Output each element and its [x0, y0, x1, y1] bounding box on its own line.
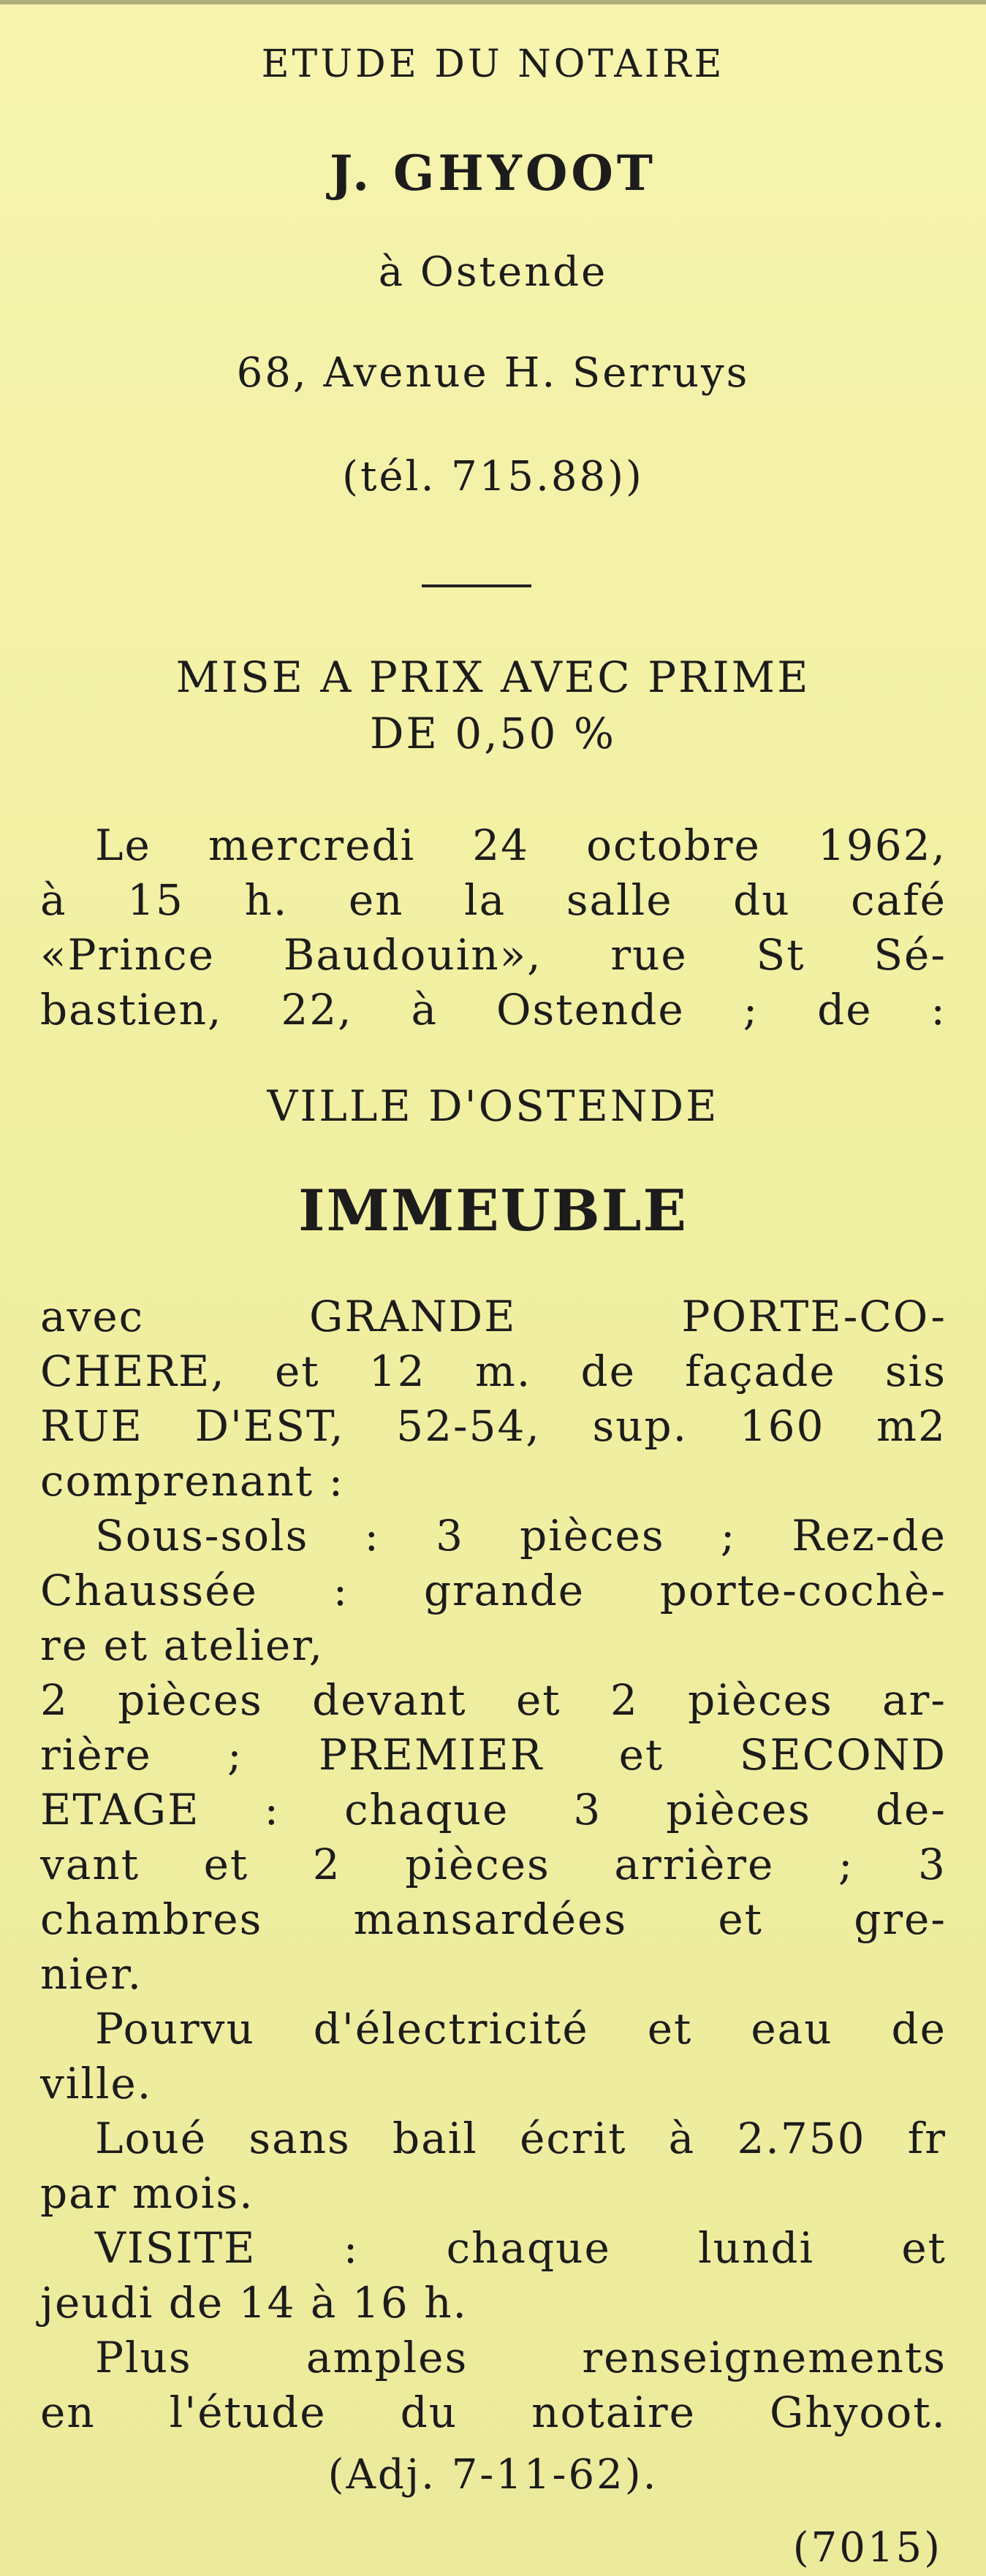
body-line [40, 1618, 947, 1673]
body-word: jeudi [40, 2278, 154, 2328]
body-word: 160 [739, 1401, 825, 1451]
sale-line [40, 928, 947, 983]
adjudication-date: (Adj. 7-11-62). [327, 2451, 659, 2499]
sale-word: la [464, 875, 507, 925]
sale-word: ; [743, 985, 759, 1034]
body-word: et [103, 1620, 149, 1670]
body-word: pièces [520, 1511, 665, 1561]
body-line [40, 1344, 947, 1399]
body-word: porte-cochè- [659, 1566, 947, 1615]
sale-line [40, 873, 947, 928]
body-word: gre- [854, 1894, 947, 1944]
body-word: Ghyoot. [769, 2388, 947, 2437]
body-word: m2 [876, 1401, 947, 1451]
body-word: de- [875, 1785, 947, 1834]
sale-word: à [40, 875, 67, 925]
body-line [40, 1783, 947, 1837]
body-word: Pourvu [95, 2004, 255, 2054]
body-word: et [647, 2004, 693, 2054]
body-word: 2.750 [737, 2114, 866, 2163]
sale-word: St [756, 930, 805, 980]
property-title: IMMEUBLE [298, 1178, 688, 1244]
body-word: m. [474, 1346, 532, 1396]
body-word: RUE [40, 1401, 143, 1451]
body-word: Loué [95, 2114, 208, 2163]
body-line [40, 2002, 947, 2057]
body-word: et [203, 1840, 249, 1889]
body-word: façade [685, 1346, 836, 1396]
body-word: 3 [436, 1511, 464, 1561]
sale-word: mercredi [208, 820, 416, 870]
body-line [40, 1892, 947, 1947]
body-word: ; [720, 1511, 737, 1561]
sale-word: 15 [127, 875, 184, 925]
body-word: amples [306, 2333, 469, 2382]
office-heading: ETUDE DU NOTAIRE [261, 42, 725, 86]
notary-address: 68, Avenue H. Serruys [236, 349, 750, 397]
body-word: 2 [312, 1840, 341, 1889]
sale-word: Le [95, 820, 151, 870]
sale-word: Baudouin», [283, 930, 542, 980]
sale-word: Ostende [496, 985, 685, 1034]
body-word: et [901, 2223, 947, 2273]
body-word: de [580, 1346, 636, 1396]
sale-word: : [930, 985, 947, 1034]
sale-word: 22, [281, 985, 353, 1034]
body-word: mois. [132, 2168, 254, 2218]
body-word: eau [751, 2004, 833, 2054]
property-description [40, 1289, 947, 2440]
body-word: chambres [40, 1894, 263, 1944]
body-word: pièces [688, 1675, 833, 1725]
body-word: : [343, 2223, 360, 2273]
sale-word: rue [610, 930, 688, 980]
body-word: 16 [352, 2278, 409, 2328]
sale-line [40, 818, 947, 873]
offer-line-1: MISE A PRIX AVEC PRIME [175, 652, 811, 702]
body-word: fr [907, 2114, 947, 2163]
body-word: grande [423, 1566, 585, 1615]
section-divider [422, 584, 531, 587]
sale-word: bastien, [40, 985, 223, 1034]
body-word: d'électricité [313, 2004, 589, 2054]
body-line [40, 2276, 947, 2331]
body-word: SECOND [739, 1730, 947, 1780]
body-word: pièces [118, 1675, 263, 1725]
body-word: et [515, 1675, 561, 1725]
body-word: et [274, 1346, 320, 1396]
body-word: renseignements [582, 2333, 947, 2382]
body-word: GRANDE [309, 1292, 517, 1341]
reference-number: (7015) [792, 2524, 942, 2572]
body-word: PORTE-CO- [681, 1292, 947, 1341]
body-line [40, 1837, 947, 1892]
body-word: rière [40, 1730, 152, 1780]
notary-name: J. GHYOOT [330, 145, 656, 202]
body-word: nier. [40, 1949, 143, 1999]
notary-phone: (tél. 715.88)) [342, 453, 644, 500]
body-line [40, 2166, 947, 2221]
sale-word: «Prince [40, 930, 215, 980]
body-word: PREMIER [318, 1730, 544, 1780]
sale-word: salle [566, 875, 673, 925]
body-word: VISITE [95, 2223, 257, 2273]
sale-word: 24 [472, 820, 530, 870]
sale-word: en [348, 875, 404, 925]
body-word: et [718, 1894, 763, 1944]
body-word: 14 [238, 2278, 296, 2328]
body-word: ; [227, 1730, 243, 1780]
sale-word: du [733, 875, 791, 925]
body-word: h. [424, 2278, 468, 2328]
body-word: 12 [368, 1346, 426, 1396]
body-line [40, 1728, 947, 1783]
body-word: chaque [344, 1785, 509, 1834]
body-word: sis [884, 1346, 947, 1396]
body-line [40, 1563, 947, 1618]
body-line [40, 1399, 947, 1454]
location-heading: VILLE D'OSTENDE [267, 1081, 719, 1131]
body-word: mansardées [353, 1894, 628, 1944]
body-word: Plus [95, 2333, 192, 2382]
offer-line-2: DE 0,50 % [370, 709, 616, 758]
sale-details [40, 818, 947, 1037]
body-word: en [40, 2388, 96, 2437]
body-word: CHERE, [40, 1346, 226, 1396]
body-line [40, 1454, 947, 1509]
body-word: notaire [531, 2388, 696, 2437]
body-word: et [618, 1730, 664, 1780]
body-word: arrière [614, 1840, 775, 1889]
body-word: sans [249, 2114, 351, 2163]
body-word: ETAGE [40, 1785, 200, 1834]
body-line [40, 2057, 947, 2111]
body-word: lundi [698, 2223, 815, 2273]
sale-word: 1962, [817, 820, 947, 870]
body-line [40, 2111, 947, 2166]
body-word: avec [40, 1292, 145, 1341]
body-word: écrit [520, 2114, 627, 2163]
body-line [40, 1509, 947, 1563]
body-line [40, 2221, 947, 2276]
body-word: devant [312, 1675, 467, 1725]
body-word: 3 [573, 1785, 602, 1834]
sale-word: à [411, 985, 439, 1034]
body-word: : [333, 1566, 349, 1615]
body-word: à [310, 2278, 338, 2328]
body-line [40, 1289, 947, 1344]
sale-line [40, 983, 947, 1037]
body-word: du [400, 2388, 458, 2437]
body-line [40, 2331, 947, 2385]
sale-word: café [851, 875, 947, 925]
body-word: atelier, [163, 1620, 325, 1670]
body-word: pièces [405, 1840, 550, 1889]
body-word: ar- [882, 1675, 947, 1725]
body-word: 3 [918, 1840, 947, 1889]
sale-word: Sé- [873, 930, 947, 980]
body-word: D'EST, [194, 1401, 345, 1451]
body-word: 2 [610, 1675, 639, 1725]
body-word: de [891, 2004, 947, 2054]
body-word: chaque [446, 2223, 611, 2273]
body-word: sup. [592, 1401, 689, 1451]
body-word: l'étude [169, 2388, 327, 2437]
body-line [40, 1947, 947, 2002]
body-word: ville. [40, 2059, 153, 2108]
notary-city: à Ostende [378, 248, 608, 296]
body-word: par [40, 2168, 118, 2218]
body-word: pièces [666, 1785, 811, 1834]
sale-word: h. [244, 875, 289, 925]
body-word: ; [838, 1840, 854, 1889]
body-word: : [328, 1456, 345, 1506]
body-word: à [668, 2114, 696, 2163]
body-word: 2 [40, 1675, 69, 1725]
body-word: bail [392, 2114, 478, 2163]
body-word: de [168, 2278, 224, 2328]
body-word: 52-54, [396, 1401, 541, 1451]
sale-word: octobre [586, 820, 761, 870]
sale-word: de [817, 985, 873, 1034]
body-word: : [264, 1785, 281, 1834]
body-word: vant [40, 1840, 140, 1889]
body-word: comprenant [40, 1456, 314, 1506]
body-word: Rez-de [792, 1511, 947, 1561]
body-line [40, 1673, 947, 1728]
body-line [40, 2385, 947, 2440]
body-word: Chaussée [40, 1566, 258, 1615]
body-word: : [364, 1511, 380, 1561]
body-word: Sous-sols [95, 1511, 309, 1561]
body-word: re [40, 1620, 89, 1670]
